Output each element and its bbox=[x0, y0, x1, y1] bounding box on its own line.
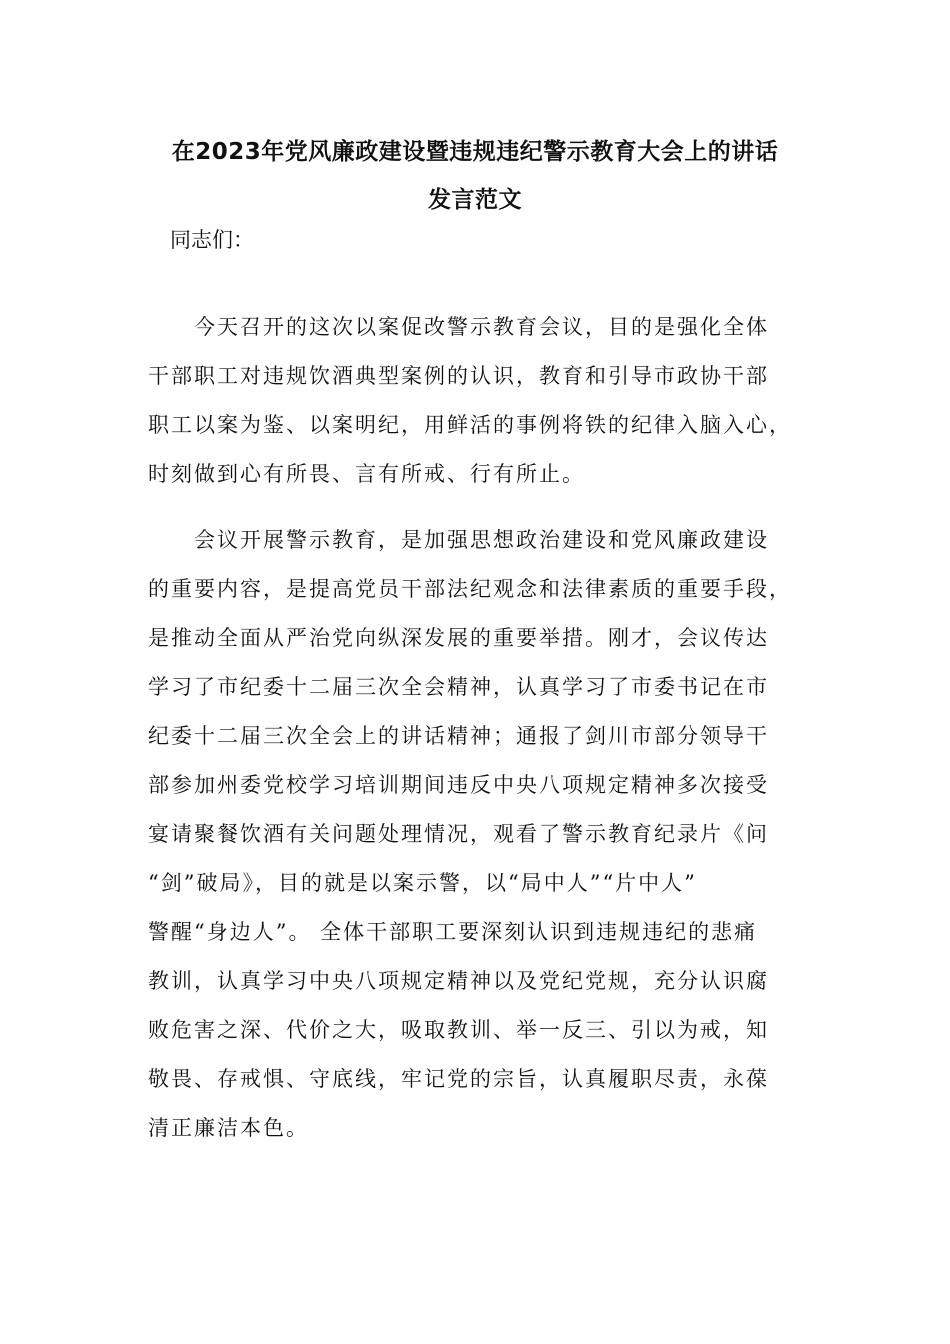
paragraph-2 bbox=[148, 516, 808, 1153]
paragraph-line: 今天召开的这次以案促改警示教育会议，目的是强化全体 bbox=[194, 315, 769, 339]
paragraph-line: “剑”破局》，目的就是以案示警，以“局中人”“片中人” bbox=[148, 871, 697, 895]
paragraph-line: 败危害之深、代价之大，吸取教训、举一反三、引以为戒，知 bbox=[148, 1018, 769, 1042]
salutation: 同志们： bbox=[170, 228, 254, 252]
paragraph-line: 是推动全面从严治党向纵深发展的重要举措。刚才，会议传达 bbox=[148, 626, 769, 650]
paragraph-1 bbox=[148, 303, 808, 499]
paragraph-line: 宴请聚餐饮酒有关问题处理情况，观看了警示教育纪录片《问 bbox=[148, 822, 769, 846]
paragraph-line: 敬畏、存戒惧、守底线，牢记党的宗旨，认真履职尽责，永葆 bbox=[148, 1067, 769, 1091]
document-title-line-2: 发言范文 bbox=[428, 187, 522, 213]
paragraph-line: 教训，认真学习中央八项规定精神以及党纪党规，充分认识腐 bbox=[148, 969, 769, 993]
paragraph-line: 纪委十二届三次全会上的讲话精神；通报了剑川市部分领导干 bbox=[148, 724, 769, 748]
paragraph-line: 的重要内容，是提高党员干部法纪观念和法律素质的重要手段， bbox=[148, 577, 792, 601]
document-title-line-1: 在2023年党风廉政建设暨违规违纪警示教育大会上的讲话 bbox=[171, 139, 779, 165]
paragraph-line: 时刻做到心有所畏、言有所戒、行有所止。 bbox=[148, 462, 585, 486]
paragraph-line: 部参加州委党校学习培训期间违反中央八项规定精神多次接受 bbox=[148, 773, 769, 797]
paragraph-line: 干部职工对违规饮酒典型案例的认识，教育和引导市政协干部 bbox=[148, 364, 769, 388]
paragraph-line: 清正廉洁本色。 bbox=[148, 1116, 309, 1140]
paragraph-line: 学习了市纪委十二届三次全会精神，认真学习了市委书记在市 bbox=[148, 675, 769, 699]
paragraph-line: 警醒“身边人”。 全体干部职工要深刻认识到违规违纪的悲痛 bbox=[148, 920, 758, 944]
paragraph-line: 职工以案为鉴、以案明纪，用鲜活的事例将铁的纪律入脑入心， bbox=[148, 413, 792, 437]
paragraph-line: 会议开展警示教育，是加强思想政治建设和党风廉政建设 bbox=[194, 528, 769, 552]
